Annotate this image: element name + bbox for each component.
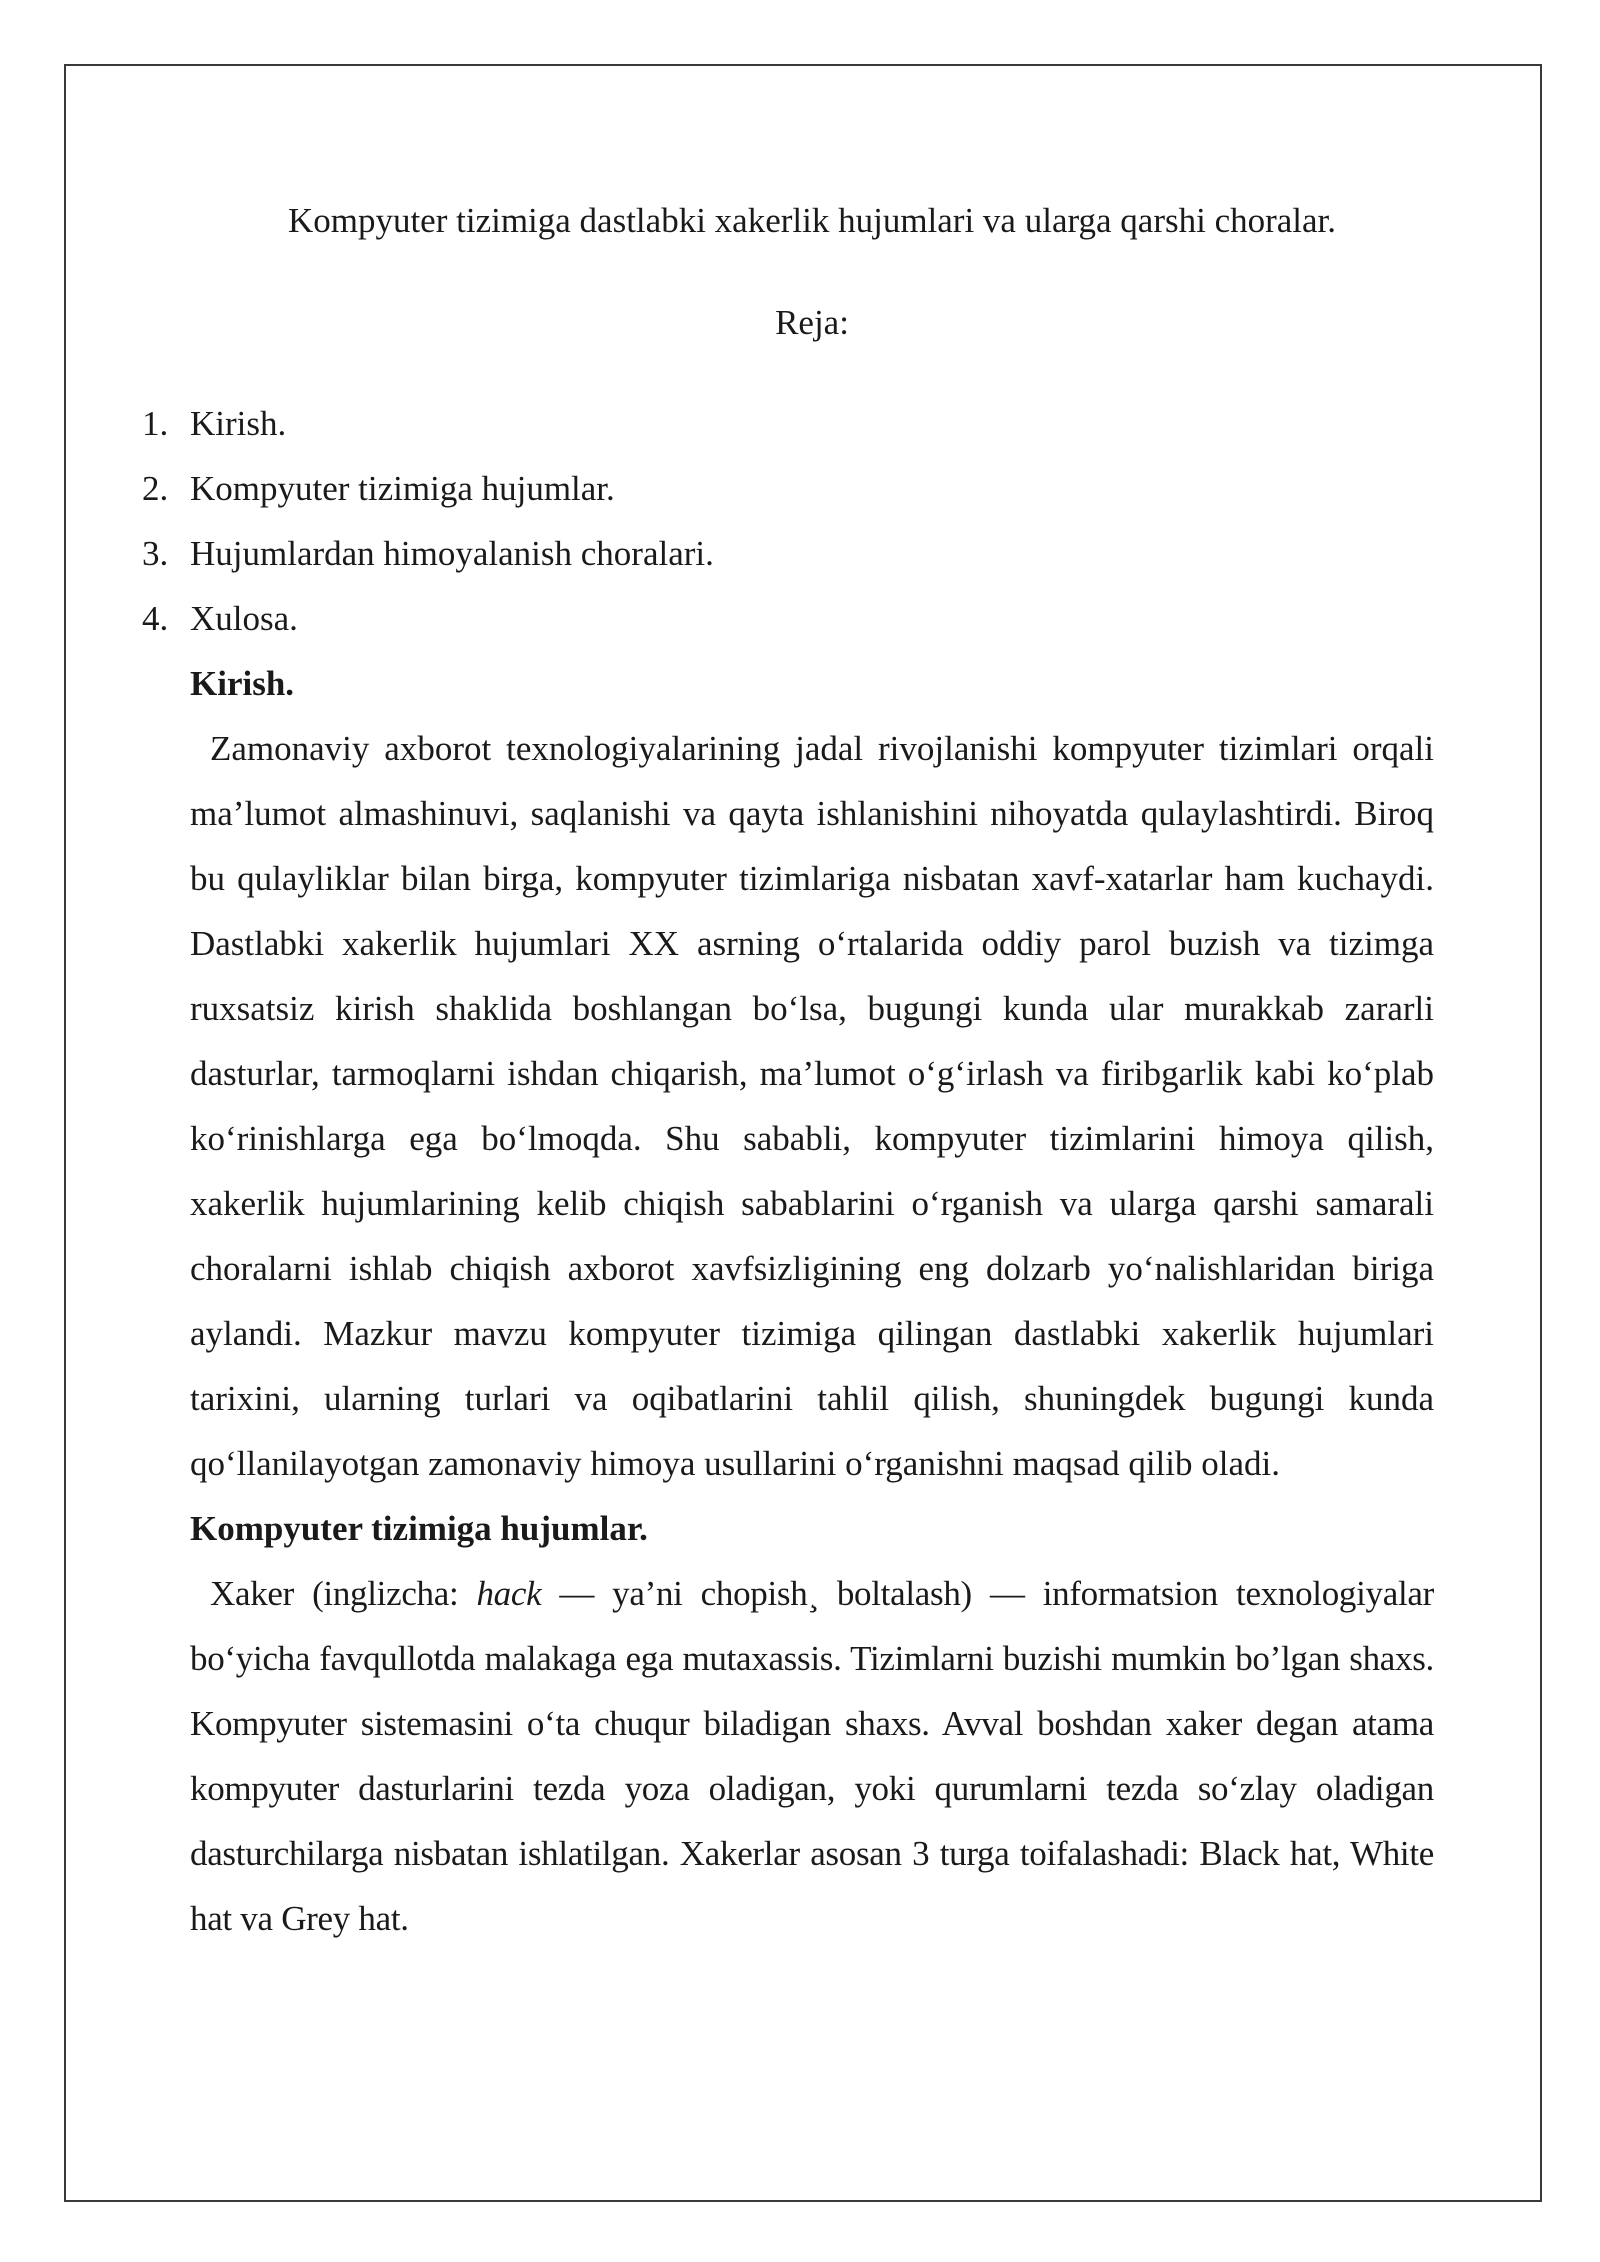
plan-item (142, 586, 1434, 651)
attacks-paragraph-italic-term: hack (476, 1574, 542, 1613)
plan-item-text: Xulosa. (190, 599, 298, 638)
attacks-paragraph (190, 1561, 1434, 1951)
plan-item (142, 391, 1434, 456)
plan-item-number: 4. (142, 599, 169, 638)
plan-item-number: 3. (142, 534, 169, 573)
plan-item (142, 456, 1434, 521)
plan-item (142, 521, 1434, 586)
plan-item-number: 2. (142, 469, 169, 508)
plan-item-text: Hujumlardan himoyalanish choralari. (190, 534, 714, 573)
document-title: Kompyuter tizimiga dastlabki xakerlik hujumlari va ularga qarshi choralar. (287, 201, 1337, 240)
plan-item-number: 1. (142, 404, 169, 443)
plan-item-text: Kompyuter tizimiga hujumlar. (190, 469, 615, 508)
section-heading-attacks: Kompyuter tizimiga hujumlar. (190, 1509, 648, 1548)
document-body (142, 188, 1434, 1951)
attacks-paragraph-rest: — ya’ni chopish¸ boltalash) — informatsion texnologiyalar bo‘yicha favqullotda malakaga ega mutaxassis. Tizimlarni buzishi mumkin bo’lgan shaxs. Kompyuter sistemasini o‘ta chuqur biladigan shaxs. Avval boshdan xaker degan atama kompyuter dasturlarini tezda yoza oladigan, yoki qurumlarni tezda so‘zlay oladigan dasturchilarga nisbatan ishlatilgan. Xakerlar asosan 3 turga toifalashadi: Black hat, White hat va Grey hat. (190, 1574, 1434, 1938)
plan-list (142, 391, 1434, 651)
plan-item-text: Kirish. (190, 404, 287, 443)
section-heading-introduction: Kirish. (190, 664, 295, 703)
plan-heading: Reja: (775, 303, 849, 342)
introduction-paragraph: Zamonaviy axborot texnologiyalarining jadal rivojlanishi kompyuter tizimlari orqali ma’lumot almashinuvi, saqlanishi va qayta ishlanishini nihoyatda qulaylashtirdi. Biroq bu qulayliklar bilan birga, kompyuter tizimlariga nisbatan xavf-xatarlar ham kuchaydi. Dastlabki xakerlik hujumlari XX asrning o‘rtalarida oddiy parol buzish va tizimga ruxsatsiz kirish shaklida boshlangan bo‘lsa, bugungi kunda ular murakkab zararli dasturlar, tarmoqlarni ishdan chiqarish, ma’lumot o‘g‘irlash va firibgarlik kabi ko‘plab ko‘rinishlarga ega bo‘lmoqda. Shu sababli, kompyuter tizimlarini himoya qilish, xakerlik hujumlarining kelib chiqish sabablarini o‘rganish va ularga qarshi samarali choralarni ishlab chiqish axborot xavfsizligining eng dolzarb yo‘nalishlaridan biriga aylandi. Mazkur mavzu kompyuter tizimiga qilingan dastlabki xakerlik hujumlari tarixini, ularning turlari va oqibatlarini tahlil qilish, shuningdek bugungi kunda qo‘llanilayotgan zamonaviy himoya usullarini o‘rganishni maqsad qilib oladi. (190, 729, 1434, 1483)
attacks-paragraph-prefix: Xaker (inglizcha: (210, 1574, 477, 1613)
